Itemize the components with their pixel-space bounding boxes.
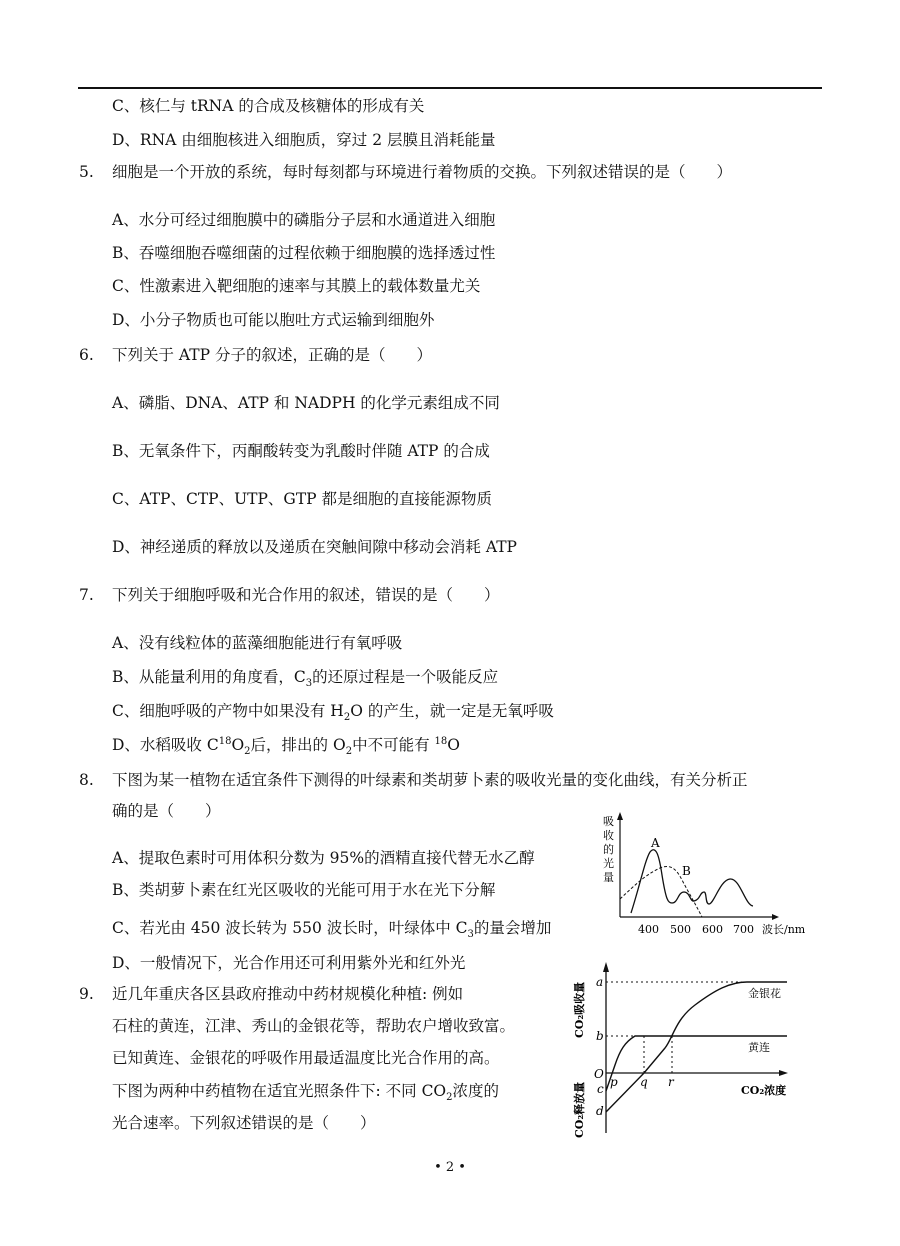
x-tick-600: 600 [702, 923, 723, 936]
question-number: 9. [79, 985, 94, 1003]
point-c: c [597, 1082, 604, 1096]
curve-b-label: B [682, 864, 691, 878]
x-axis-label: 波长/nm [762, 923, 806, 936]
point-b: b [596, 1029, 604, 1043]
x-tick-400: 400 [638, 923, 659, 936]
text-segment: B、吞噬细胞吞噬细菌的过程依赖于细胞膜的选择透过性 [112, 244, 496, 262]
text-segment: B、类胡萝卜素在红光区吸收的光能可用于水在光下分解 [112, 881, 496, 899]
page-number: • 2 • [434, 1160, 466, 1175]
text-segment: O [447, 736, 460, 754]
text-segment: 确的是（ ） [112, 802, 221, 820]
point-q: q [640, 1075, 648, 1089]
series-jinyinhua-label: 金银花 [748, 987, 781, 1000]
text-segment: 近几年重庆各区县政府推动中药材规模化种植: 例如 [112, 985, 464, 1003]
text-line [112, 489, 492, 509]
text-segment: C、性激素进入靶细胞的速率与其膜上的载体数量尤关 [112, 277, 481, 295]
text-line [112, 984, 463, 1004]
subscript: 3 [305, 678, 313, 690]
text-line [112, 276, 480, 296]
question-number: 5. [79, 163, 94, 181]
subscript: 2 [343, 712, 351, 724]
text-segment: 石柱的黄连，江津、秀山的金银花等，帮助农户增收致富。 [112, 1017, 516, 1035]
y-label-2: 收 [603, 829, 614, 842]
text-line [112, 393, 500, 413]
y-label-5: 量 [603, 871, 614, 884]
text-segment: 下列关于细胞呼吸和光合作用的叙述，错误的是（ ） [112, 586, 500, 604]
text-line [112, 441, 490, 461]
text-line [112, 770, 748, 790]
x-tick-500: 500 [670, 923, 691, 936]
text-segment: O 的产生，就一定是无氧呼吸 [350, 702, 554, 720]
text-line [112, 310, 434, 330]
text-segment: 下图为某一植物在适宜条件下测得的叶绿素和类胡萝卜素的吸收光量的变化曲线，有关分析正 [112, 771, 748, 789]
header-rule [78, 87, 822, 89]
y-axis-label-top: CO₂吸收量 [573, 981, 586, 1038]
text-line [112, 210, 495, 230]
text-line [112, 585, 500, 605]
y-label-4: 光 [603, 857, 614, 870]
text-line [112, 918, 552, 941]
text-segment: D、水稻吸收 C [112, 736, 219, 754]
question-number: 6. [79, 346, 94, 364]
text-segment: D、小分子物质也可能以胞吐方式运输到细胞外 [112, 311, 435, 329]
curve-a-chlorophyll [631, 850, 753, 913]
x-tick-700: 700 [733, 923, 754, 936]
text-line [112, 801, 221, 821]
y-axis-label-bottom: CO₂释放量 [573, 1081, 586, 1138]
text-line [112, 953, 465, 973]
text-segment: C、若光由 450 波长转为 550 波长时，叶绿体中 C [112, 919, 468, 937]
text-line [112, 701, 554, 724]
text-segment: 下列关于 ATP 分子的叙述，正确的是（ ） [112, 346, 432, 364]
point-a: a [596, 975, 604, 989]
question-number: 8. [79, 771, 94, 789]
subscript: 2 [244, 746, 251, 758]
curve-a-label: A [651, 836, 660, 850]
text-line [112, 1113, 376, 1133]
superscript: 18 [434, 735, 448, 747]
text-segment: 细胞是一个开放的系统，每时每刻都与环境进行着物质的交换。下列叙述错误的是（ ） [112, 163, 733, 181]
co2-photosynthesis-figure [555, 960, 805, 1140]
text-line [112, 1048, 500, 1068]
subscript: 2 [446, 1092, 453, 1104]
text-segment: 光合速率。下列叙述错误的是（ ） [112, 1114, 376, 1132]
text-line [112, 243, 495, 263]
text-segment: 的还原过程是一个吸能反应 [312, 668, 499, 686]
text-segment: 已知黄连、金银花的呼吸作用最适温度比光合作用的高。 [112, 1049, 500, 1067]
text-segment: A、没有线粒体的蓝藻细胞能进行有氧呼吸 [112, 634, 403, 652]
text-segment: D、RNA 由细胞核进入细胞质，穿过 2 层膜且消耗能量 [112, 131, 496, 149]
text-line [112, 345, 432, 365]
text-line [112, 735, 460, 758]
y-label-1: 吸 [603, 815, 614, 828]
text-line [112, 96, 424, 116]
superscript: 18 [218, 735, 232, 747]
text-line [112, 1081, 500, 1104]
text-segment: D、一般情况下，光合作用还可利用紫外光和红外光 [112, 954, 466, 972]
point-d: d [596, 1104, 604, 1118]
text-line [112, 848, 535, 868]
text-segment: D、神经递质的释放以及递质在突触间隙中移动会消耗 ATP [112, 538, 517, 556]
subscript: 3 [467, 929, 474, 941]
text-segment: C、ATP、CTP、UTP、GTP 都是细胞的直接能源物质 [112, 490, 493, 508]
subscript: 2 [345, 746, 353, 758]
text-segment: C、核仁与 tRNA 的合成及核糖体的形成有关 [112, 97, 425, 115]
text-segment: C、细胞呼吸的产物中如果没有 H [112, 702, 344, 720]
point-p: p [610, 1075, 618, 1089]
question-number: 7. [79, 586, 94, 604]
text-line [112, 880, 495, 900]
point-r: r [668, 1075, 674, 1089]
x-axis-label: CO₂浓度 [741, 1084, 787, 1097]
text-segment: 中不可能有 [352, 736, 435, 754]
absorption-spectrum-figure [590, 800, 820, 950]
text-segment: 下图为两种中药植物在适宜光照条件下: 不同 CO [112, 1082, 447, 1100]
text-line [112, 537, 517, 557]
text-line [112, 1016, 515, 1036]
text-segment: A、水分可经过细胞膜中的磷脂分子层和水通道进入细胞 [112, 211, 496, 229]
text-line [112, 667, 499, 690]
text-segment: O [231, 736, 245, 754]
text-segment: A、提取色素时可用体积分数为 95%的酒精直接代替无水乙醇 [112, 849, 535, 867]
text-segment: A、磷脂、DNA、ATP 和 NADPH 的化学元素组成不同 [112, 394, 500, 412]
origin-o: O [594, 1067, 604, 1081]
text-line [112, 633, 402, 653]
text-segment: 的量会增加 [473, 919, 552, 937]
series-huanglian-label: 黄连 [748, 1041, 770, 1054]
text-line [112, 130, 496, 150]
y-label-3: 的 [603, 843, 614, 856]
text-segment: 后，排出的 O [250, 736, 346, 754]
text-line [112, 162, 732, 182]
text-segment: B、无氧条件下，丙酮酸转变为乳酸时伴随 ATP 的合成 [112, 442, 490, 460]
text-segment: B、从能量利用的角度看，C [112, 668, 306, 686]
text-segment: 浓度的 [452, 1082, 500, 1100]
